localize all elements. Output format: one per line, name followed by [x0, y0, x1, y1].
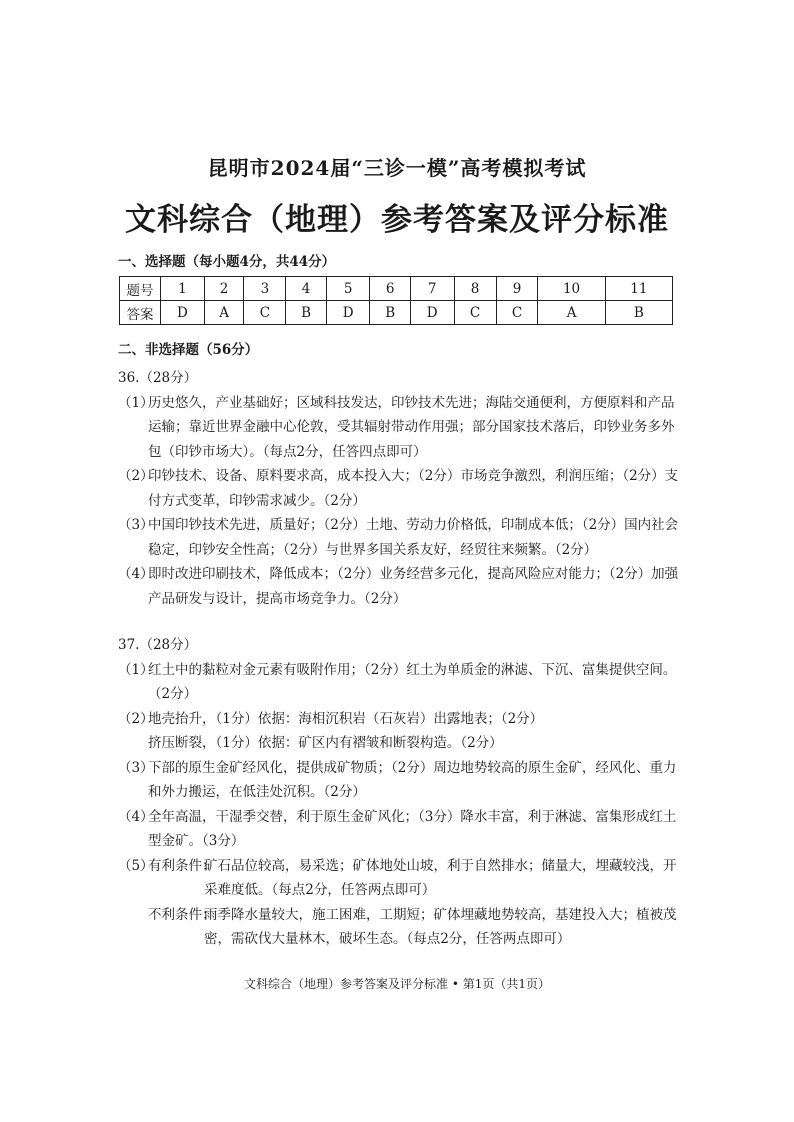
section1-title: 一、选择题（每小题4分，共44分）: [118, 254, 336, 270]
q36-item-1: [118, 391, 680, 465]
document-title: 文科综合（地理）参考答案及评分标准: [125, 202, 669, 238]
q37-item-1: [118, 658, 680, 707]
item-number: （3）: [118, 759, 154, 776]
answer-cell: C: [454, 301, 496, 325]
q37-item-3: [118, 756, 680, 805]
item-text: 即时改进印刷技术，降低成本；（2分）业务经营多元化，提高风险应对能力；（2分）加强产品研发与设计，提高市场竞争力。（2分）: [148, 566, 679, 607]
unfavorable-text: 雨季降水量较大，施工困难，工期短；矿体埋藏地势较高，基建投入大；植被茂密，需砍伐大量林木，破坏生态。（每点2分，任答两点即可）: [204, 906, 677, 947]
q37-item-4: [118, 805, 680, 854]
favorable-label: 有利条件：: [148, 857, 216, 874]
answer-cell: C: [496, 301, 538, 325]
question-number: 7: [410, 277, 454, 301]
row-label-answer: 答案: [120, 301, 161, 325]
answer-cell: B: [370, 301, 410, 325]
question-number: 11: [605, 277, 672, 301]
question-number: 8: [454, 277, 496, 301]
favorable-text: 矿石品位较高，易采选；矿体地处山坡，利于自然排水；储量大，埋藏较浅，开采难度低。（每点2分，任答两点即可）: [204, 857, 677, 898]
answer-cell: D: [410, 301, 454, 325]
question-number: 4: [286, 277, 326, 301]
item-text: 下部的原生金矿经风化，提供成矿物质；（2分）周边地势较高的原生金矿，经风化、重力和外力搬运，在低洼处沉积。（2分）: [148, 759, 677, 800]
q36-item-2: [118, 464, 680, 513]
item-text: 印钞技术、设备、原料要求高，成本投入大；（2分）市场竞争激烈，利润压缩；（2分）支付方式变革，印钞需求减少。（2分）: [148, 468, 679, 509]
item-text: 全年高温，干湿季交替，利于原生金矿风化；（3分）降水丰富，利于淋滤、富集形成红土型金矿。（3分）: [148, 808, 677, 849]
question-number: 1: [161, 277, 205, 301]
item-number: （2）: [118, 468, 154, 484]
item-number: （1）: [118, 661, 154, 678]
question-number: 10: [538, 277, 605, 301]
question-number: 6: [370, 277, 410, 301]
item-text: 历史悠久，产业基础好；区域科技发达，印钞技术先进；海陆交通便利，方便原料和产品运输；靠近世界金融中心伦敦，受其辐射带动作用强；部分国家技术落后，印钞业务多外包（印钞市场大）。（每点2分，任答四点即可）: [148, 394, 675, 460]
item-number: （4）: [118, 808, 154, 825]
question-37-heading: 37.（28分）: [118, 637, 198, 653]
answer-table: [119, 276, 673, 325]
item-text-line-1: 地壳抬升，（1分）依据：海相沉积岩（石灰岩）出露地表；（2分）: [148, 710, 544, 727]
item-number: （2）: [118, 710, 154, 727]
answer-cell: A: [538, 301, 605, 325]
answer-cell: B: [605, 301, 672, 325]
question-number: 9: [496, 277, 538, 301]
exam-title: 昆明市2024届“三诊一模”高考模拟考试: [207, 156, 587, 180]
item-text: 中国印钞技术先进，质量好；（2分）土地、劳动力价格低，印制成本低；（2分）国内社会稳定，印钞安全性高；（2分）与世界多国关系友好，经贸往来频繁。（2分）: [148, 517, 679, 558]
answer-row: [120, 301, 673, 325]
page-footer: 文科综合（地理）参考答案及评分标准 • 第1页（共1页）: [244, 977, 550, 991]
item-number: （5）: [118, 857, 154, 874]
q36-item-3: [118, 513, 680, 562]
item-text-line-2: 挤压断裂，（1分）依据：矿区内有褶皱和断裂构造。（2分）: [148, 735, 503, 751]
answer-cell: A: [204, 301, 244, 325]
item-number: （3）: [118, 517, 154, 533]
section2-title: 二、非选择题（56分）: [118, 342, 259, 358]
item-number: （4）: [118, 566, 154, 582]
question-number: 2: [204, 277, 244, 301]
answer-cell: D: [326, 301, 370, 325]
answer-cell: D: [161, 301, 205, 325]
question-number: 5: [326, 277, 370, 301]
answer-cell: B: [286, 301, 326, 325]
answers-body: [118, 366, 680, 952]
q37-item-2: [118, 707, 680, 756]
question-36-heading: 36.（28分）: [118, 370, 198, 386]
unfavorable-label: 不利条件：: [148, 906, 216, 923]
row-label-question: 题号: [120, 277, 161, 301]
question-number: 3: [244, 277, 286, 301]
q37-item-5-unfavorable: [118, 903, 680, 952]
item-number: （1）: [118, 394, 154, 411]
item-text: 红土中的黏粒对金元素有吸附作用；（2分）红土为单质金的淋滤、下沉、富集提供空间。（2分）: [148, 661, 677, 702]
question-number-row: [120, 277, 673, 301]
answer-cell: C: [244, 301, 286, 325]
q36-item-4: [118, 562, 680, 611]
q37-item-5-favorable: [118, 854, 680, 903]
